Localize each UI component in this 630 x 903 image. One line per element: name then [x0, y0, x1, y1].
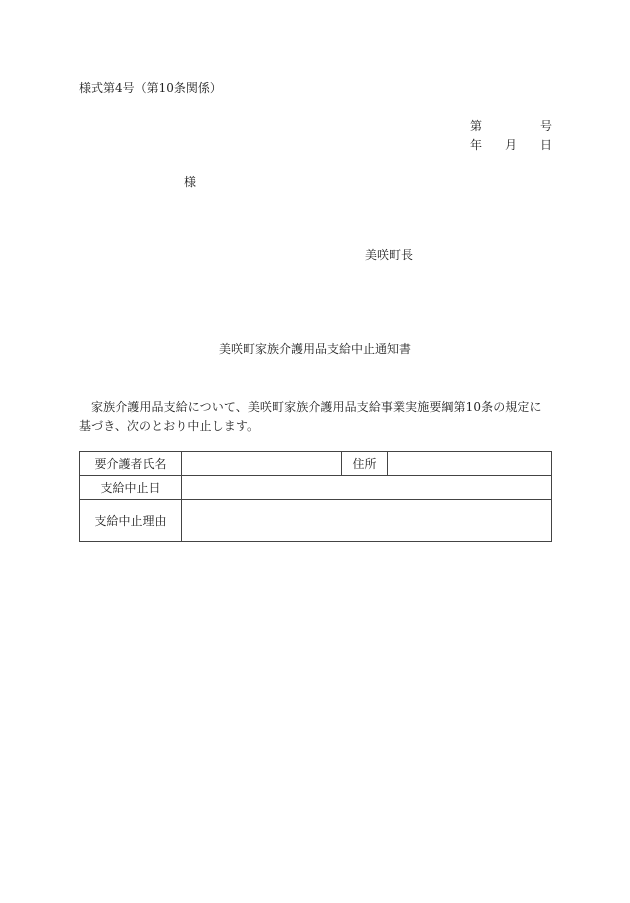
name-value — [182, 452, 342, 476]
notice-table — [79, 451, 552, 542]
reference-go: 号 — [540, 119, 553, 133]
recipient-suffix: 様 — [184, 175, 197, 189]
table-row — [80, 500, 552, 542]
stop-reason-label: 支給中止理由 — [80, 500, 182, 542]
document-title: 美咲町家族介護用品支給中止通知書 — [218, 342, 411, 356]
date-year: 年 — [470, 138, 483, 152]
sender: 美咲町長 — [365, 248, 414, 262]
date-month: 月 — [505, 138, 518, 152]
table-row — [80, 452, 552, 476]
stop-date-value — [182, 476, 552, 500]
stop-reason-value — [182, 500, 552, 542]
address-value — [388, 452, 552, 476]
stop-date-label: 支給中止日 — [80, 476, 182, 500]
body-paragraph: 家族介護用品支給について、美咲町家族介護用品支給事業実施要綱第10条の規定に基づき、次のとおり中止します。 — [79, 400, 542, 433]
form-number: 様式第4号（第10条関係） — [79, 81, 222, 95]
address-label: 住所 — [342, 452, 388, 476]
table-row — [80, 476, 552, 500]
reference-dai: 第 — [470, 119, 483, 133]
date-day: 日 — [540, 138, 553, 152]
name-label: 要介護者氏名 — [80, 452, 182, 476]
